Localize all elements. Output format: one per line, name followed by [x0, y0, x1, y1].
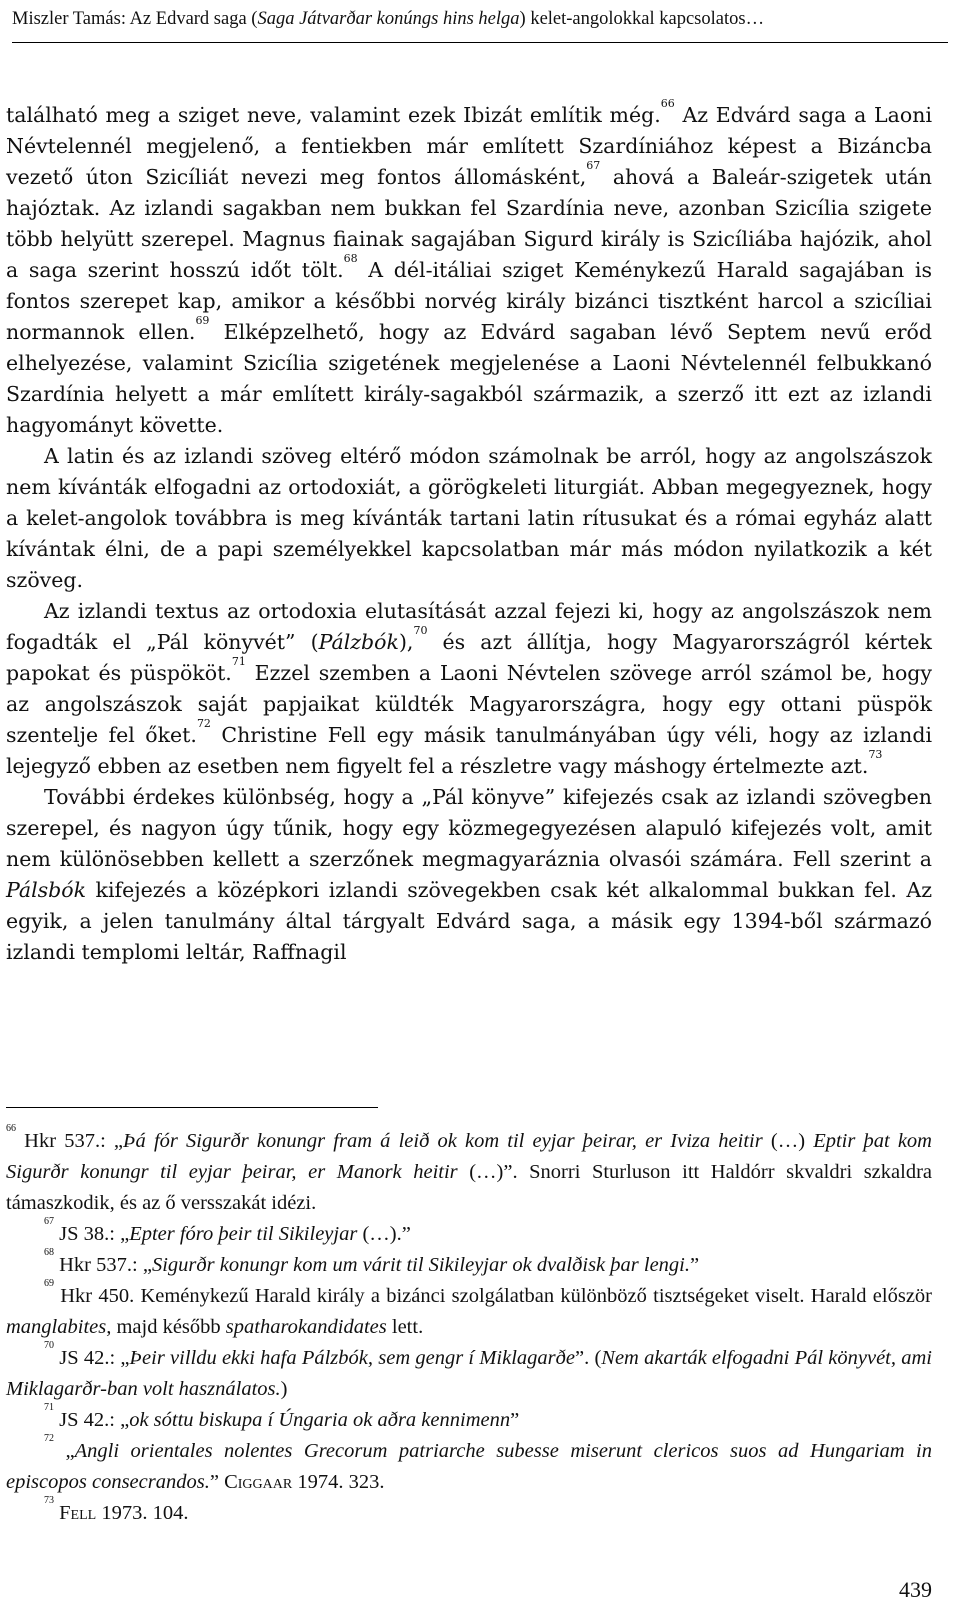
footnote-69: $^{69}$ Hkr 450. Keménykezű Harald király a bizánci szolgálatban különböző tisztségeket viselt. Harald először manglabites, majd később spatharokandidates lett.	[6, 1278, 932, 1338]
paragraph-3: Az izlandi textus az ortodoxia elutasítását azzal fejezi ki, hogy az angolszászok nem fogadták el „Pál könyvét” (Pálzbók),$^{70}$ és azt állítja, hogy Magyarországról kértek papokat és püspököt.$^{71}$ Ezzel szemben a Laoni Névtelen szövege arról számol be, hogy az angolszászok saját papjaikat küldték Magyarországra, hogy egy ottani püspök szentelje fel őket.$^{72}$ Christine Fell egy másik tanulmányában úgy véli, hogy az izlandi lejegyző ebben az esetben nem figyelt fel a részletre vagy máshogy értelmezte azt.$^{73}$	[6, 599, 933, 778]
paragraph-1: található meg a sziget neve, valamint ezek Ibizát említik még.$^{66}$ Az Edvárd saga a Laoni Névtelennél megjelenő, a fentiekben már említett Szardíniához képest a Bizáncba vezető úton Szicíliát nevezi meg fontos állomásként,$^{67}$ ahová a Baleár-szigetek után hajóztak. Az izlandi sagakban nem bukkan fel Szardínia neve, azonban Szicília szigete több helyütt szerepel. Magnus fiainak sagajában Sigurd király is Szicíliába hajózik, ahol a saga szerint hosszú időt tölt.$^{68}$ A dél-itáliai sziget Keménykezű Harald sagajában is fontos szerepet kap, amikor a későbbi norvég király bizánci tisztként harcol a szicíliai normannok ellen.$^{69}$ Elképzelhető, hogy az Edvárd sagaban lévő Septem nevű erőd elhelyezése, valamint Szicília szigetének megjelenése a Laoni Névtelennél felbukkanó Szardínia helyett a már említett király-sagakból származik, a szerző itt ezt az izlandi hagyományt követte.	[6, 97, 932, 437]
footnote-68: $^{68}$ Hkr 537.: „Sigurðr konungr kom um várit til Sikileyjar ok dvalðisk þar lengi.”	[44, 1247, 700, 1276]
header-rest: ) kelet-angolokkal kapcsolatos…	[519, 9, 765, 29]
page-number: 439	[899, 1577, 932, 1602]
header-title-italic: Saga Játvarðar konúngs hins helga	[257, 9, 520, 29]
footnote-67: $^{67}$ JS 38.: „Epter fóro þeir til Sikileyjar (…).”	[44, 1216, 411, 1245]
footnote-71: $^{71}$ JS 42.: „ok sóttu biskupa í Úngaria ok aðra kennimenn”	[44, 1402, 520, 1431]
paragraph-4: További érdekes különbség, hogy a „Pál könyve” kifejezés csak az izlandi szövegben szerepel, és nagyon úgy tűnik, hogy egy közmegegyezésen alapuló kifejezés volt, amit nem különösebben kellett a szerzőnek megmagyaráznia olvasói számára. Fell szerint a Pálsbók kifejezés a középkori izlandi szövegekben csak két alkalommal bukkan fel. Az egyik, a jelen tanulmány által tárgyalt Edvárd saga, a másik egy 1394-ből származó izlandi templomi leltár, Raffnagil	[6, 785, 932, 964]
header-author: Miszler Tamás: Az Edvard saga (	[12, 9, 258, 29]
footnote-ref-69[interactable]: 69	[195, 314, 210, 327]
footnote-ref-67[interactable]: 67	[586, 159, 601, 172]
running-header	[12, 6, 948, 43]
footnote-divider	[6, 1107, 378, 1108]
footnote-73: $^{73}$ Fell 1973. 104.	[44, 1495, 189, 1524]
footnote-ref-66[interactable]: 66	[660, 97, 675, 110]
footnote-70: $^{70}$ JS 42.: „Þeir villdu ekki hafa Pálzbók, sem gengr í Miklagarðe”. (Nem akarták elfogadni Pál könyvét, ami Miklagarðr-ban volt használatos.)	[6, 1340, 932, 1400]
footnote-ref-72[interactable]: 72	[196, 717, 211, 730]
footnote-ref-68[interactable]: 68	[343, 252, 358, 265]
footnote-ref-73[interactable]: 73	[868, 748, 883, 761]
footnote-ref-71[interactable]: 71	[231, 655, 246, 668]
footnotes	[6, 1123, 932, 1529]
main-text	[6, 97, 933, 968]
footnote-72: $^{72}$ „Angli orientales nolentes Grecorum patriarche subesse miserunt clericos suos ad Hungariam in episcopos consecrandos.” Ciggaar 1974. 323.	[6, 1433, 932, 1493]
paragraph-2: A latin és az izlandi szöveg eltérő módon számolnak be arról, hogy az angolszászok nem kívánták elfogadni az ortodoxiát, a görögkeleti liturgiát. Abban megegyeznek, hogy a kelet-angolok továbbra is meg kívánták tartani latin rítusukat és a római egyház alatt kívántak élni, de a papi személyekkel kapcsolatban már más módon nyilatkozik a két szöveg.	[6, 444, 932, 592]
footnote-ref-70[interactable]: 70	[413, 624, 428, 637]
footnote-66: $^{66}$ Hkr 537.: „Þá fór Sigurðr konungr fram á leið ok kom til eyjar þeirar, er Iviza heitir (…) Eptir þat kom Sigurðr konungr til eyjar þeirar, er Manork heitir (…)”. Snorri Sturluson itt Haldórr skvaldri szkaldra támaszkodik, és az ő versszakát idézi.	[6, 1123, 932, 1214]
